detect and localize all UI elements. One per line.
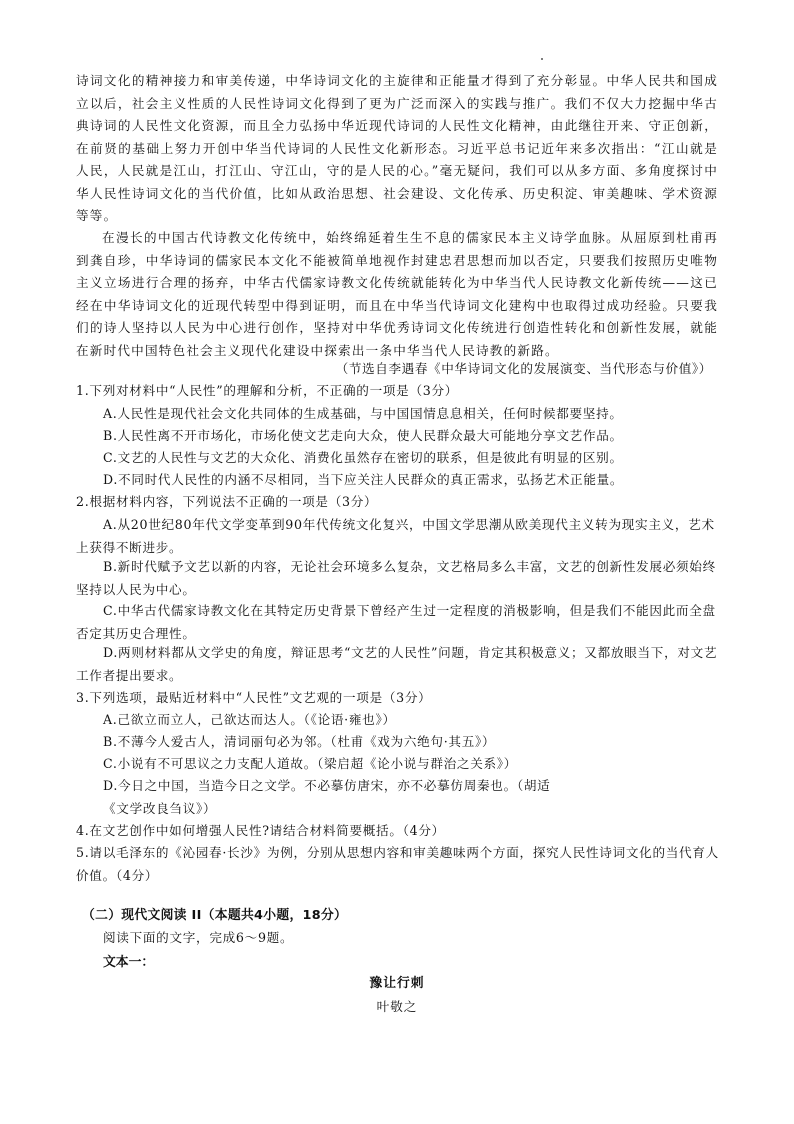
- text-one-label: 文本一：: [103, 955, 155, 970]
- passage-paragraph-1: 诗词文化的精神接力和审美传递，中华诗词文化的主旋律和正能量才得到了充分彰显。中华人民共和国成立以后，社会主义性质的人民性诗词文化得到了更为广泛而深入的实践与推广。我们不仅大力挖掘中华古典诗词的人民性文化资源，而且全力弘扬中华近现代诗词的人民性文化精神，由此继往开来、守正创新，在前贤的基础上努力开创中华当代诗词的人民性文化新形态。习近平总书记近年来多次指出：“江山就是人民，人民就是江山，打江山、守江山，守的是人民的心。”毫无疑问，我们可以从多方面、多角度探讨中华人民性诗词文化的当代价值，比如从政治思想、社会建设、文化传承、历史积淀、审美趣味、学术资源等等。: [76, 73, 718, 223]
- question-2-option-d: D.两则材料都从文学史的角度，辩证思考“文艺的人民性”问题，肯定其积极意义；又都放眼当下，对文艺工作者提出要求。: [76, 645, 718, 683]
- passage-paragraph-2: 在漫长的中国古代诗教文化传统中，始终绵延着生生不息的儒家民本主义诗学血脉。从屈原到杜甫再到龚自珍，中华诗词的儒家民本文化不能被简单地视作封建忠君思想而加以否定，只要我们按照历史唯物主义立场进行合理的扬弃，中华古代儒家诗教文化传统就能转化为中华当代人民诗教文化新传统——这已经在中华诗词文化的近现代转型中得到证明，而且在中华当代诗词文化建构中也取得过成功经验。只要我们的诗人坚持以人民为中心进行创作，坚持对中华优秀诗词文化传统进行创造性转化和创新性发展，就能在新时代中国特色社会主义现代化建设中探索出一条中华当代人民诗教的新路。: [76, 230, 718, 358]
- question-3-option-c: C.小说有不可思议之力支配人道故。（梁启超《论小说与群治之关系》）: [103, 756, 518, 771]
- question-2-option-c: C.中华古代儒家诗教文化在其特定历史背景下曾经产生过一定程度的消极影响，但是我们不能因此而全盘否定其历史合理性。: [76, 603, 716, 641]
- question-1-option-d: D.不同时代人民性的内涵不尽相同，当下应关注人民群众的真正需求，弘扬艺术正能量。: [103, 472, 624, 487]
- question-2-option-a: A.从20世纪80年代文学变革到90年代传统文化复兴，中国文学思潮从欧美现代主义转为现实主义，艺术上获得不断进步。: [76, 517, 715, 555]
- scan-speck: [541, 58, 543, 60]
- question-4-stem: 4.在文艺创作中如何增强人民性?请结合材料简要概括。（4分）: [76, 823, 445, 838]
- question-5-stem: 5.请以毛泽东的《沁园春·长沙》为例，分别从思想内容和审美趣味两个方面，探究人民性诗词文化的当代育人价值。（4分）: [76, 845, 719, 883]
- question-3-stem: 3.下列选项，最贴近材料中“人民性”文艺观的一项是（3分）: [76, 690, 432, 705]
- question-2-option-b: B.新时代赋予文艺以新的内容，无论社会环境多么复杂，文艺格局多么丰富，文艺的创新性发展必须始终坚持以人民为中心。: [76, 559, 716, 597]
- article-title: 豫让行刺: [369, 976, 425, 991]
- section-2-instructions: 阅读下面的文字，完成6～9题。: [103, 930, 294, 945]
- question-1-option-a: A.人民性是现代社会文化共同体的生成基础，与中国国情息息相关，任何时候都要坚持。: [103, 406, 623, 421]
- question-3-option-d: D.今日之中国，当造今日之文学。不必摹仿唐宋，亦不必摹仿周秦也。（胡适《文学改良刍议》）: [103, 778, 551, 816]
- question-1-option-b: B.人民性离不开市场化，市场化使文艺走向大众，使人民群众最大可能地分享文艺作品。: [103, 428, 623, 443]
- article-author: 叶敬之: [376, 999, 418, 1014]
- question-2-stem: 2.根据材料内容，下列说法不正确的一项是（3分）: [76, 494, 378, 509]
- section-2-title: （二）现代文阅读 II（本题共4小题，18分）: [82, 908, 348, 923]
- question-1-option-c: C.文艺的人民性与文艺的大众化、消费化虽然存在密切的联系，但是彼此有明显的区别。: [103, 450, 623, 465]
- passage-source: （节选自李遇春《中华诗词文化的发展演变、当代形态与价值》）: [335, 361, 712, 376]
- question-1-stem: 1.下列对材料中“人民性”的理解和分析，不正确的一项是（3分）: [76, 383, 459, 398]
- question-3-option-a: A.己欲立而立人，己欲达而达人。（《论语·雍也》）: [103, 712, 396, 727]
- question-3-option-b: B.不薄今人爱古人，清词丽句必为邻。（杜甫《戏为六绝句·其五》）: [103, 734, 496, 749]
